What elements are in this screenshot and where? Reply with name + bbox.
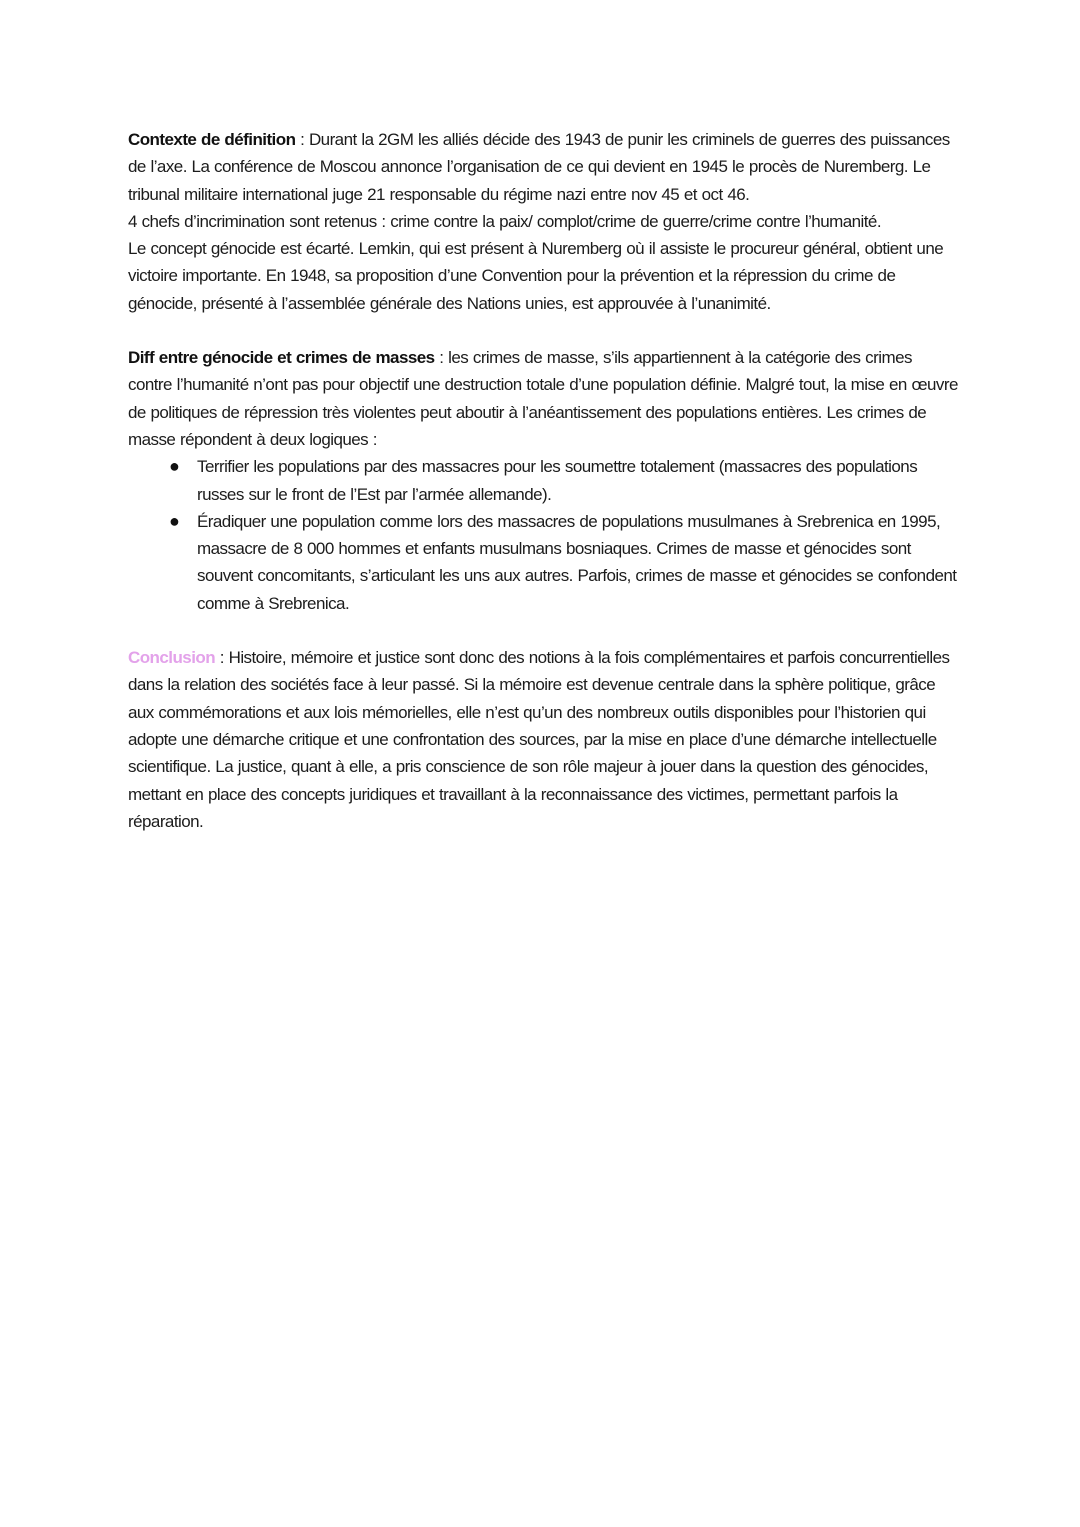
bullet-dot-icon: ● <box>169 456 180 477</box>
contexte-line-lemkin: Le concept génocide est écarté. Lemkin, qui est présent à Nuremberg où il assiste le procureur général, obtient une victoire importante. En 1948, sa proposition d’une Convention pour la prévention et la répression du crime de génocide, présenté à l’assemblée générale des Nations unies, est approuvée à l’unanimité. <box>128 239 944 313</box>
diff-paragraph <box>128 344 958 453</box>
conclusion-body: Histoire, mémoire et justice sont donc des notions à la fois complémentaires et parfois concurrentielles dans la relation des sociétés face à leur passé. Si la mémoire est devenue centrale dans la sphère politique, grâce aux commémorations et aux lois mémorielles, elle n’est qu’un des nombreux outils disponibles pour l’historien qui adopte une démarche critique et une confrontation des sources, par la mise en place d’une démarche intellectuelle scientifique. La justice, quant à elle, a pris conscience de son rôle majeur à jouer dans la question des génocides, mettant en place des concepts juridiques et travaillant à la reconnaissance des victimes, permettant parfois la réparation. <box>128 648 950 831</box>
conclusion-separator: : <box>215 648 229 668</box>
bullet-text: Terrifier les populations par des massacres pour les soumettre totalement (massacres des populations russes sur le front de l’Est par l’armée allemande). <box>197 457 918 504</box>
contexte-separator: : <box>295 130 309 149</box>
diff-separator: : <box>434 348 449 368</box>
diff-bullet-list <box>128 453 958 617</box>
list-item <box>128 453 958 508</box>
conclusion-heading: Conclusion <box>128 648 216 668</box>
contexte-paragraph <box>128 126 958 208</box>
contexte-heading: Contexte de définition <box>128 130 296 149</box>
diff-heading: Diff entre génocide et crimes de masses <box>128 348 435 368</box>
bullet-dot-icon: ● <box>169 510 180 531</box>
list-item <box>128 508 958 617</box>
bullet-text: Éradiquer une population comme lors des massacres de populations musulmanes à Srebrenica en 1995, massacre de 8 000 hommes et enfants musulmans bosniaques. Crimes de masse et génocides sont souvent concomitants, s’articulant les uns aux autres. Parfois, crimes de masse et génocides se confondent comme à Srebrenica. <box>197 511 957 613</box>
diff-body: les crimes de masse, s’ils appartiennent à la catégorie des crimes contre l’humanité n’ont pas pour objectif une destruction totale d’une population définie. Malgré tout, la mise en œuvre de politiques de répression très violentes peut aboutir à l’anéantissement des populations entières. Les crimes de masse répondent à deux logiques : <box>128 348 958 449</box>
conclusion-paragraph <box>128 644 958 835</box>
section-conclusion <box>128 644 958 835</box>
contexte-line-chefs: 4 chefs d’incrimination sont retenus : crime contre la paix/ complot/crime de guerre/crime contre l’humanité. <box>128 211 882 231</box>
section-diff <box>128 344 958 617</box>
section-contexte <box>128 126 958 317</box>
document-content <box>128 126 958 862</box>
contexte-body: Durant la 2GM les alliés décide des 1943 de punir les criminels de guerres des puissances de l’axe. La conférence de Moscou annonce l’organisation de ce qui devient en 1945 le procès de Nuremberg. Le tribunal militaire international juge 21 responsable du régime nazi entre nov 45 et oct 46. <box>128 130 950 204</box>
